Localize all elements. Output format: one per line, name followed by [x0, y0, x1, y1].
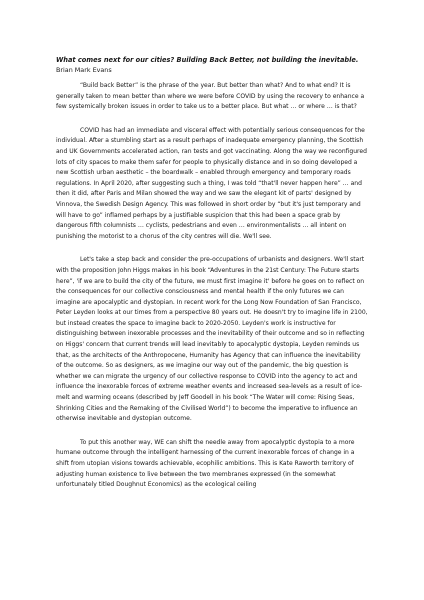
paragraph-2: COVID has had an immediate and visceral effect with potentially serious consequences for the individual. After a stumbling start as a result perhaps of inadequate emergency planning, the Scottish and UK Governments accelerated action, ran tests and got vaccinating. Along the way we reconfigured lots of city spaces to make them safer for people to physically distance and in so doing developed a new Scottish urban aesthetic – the boardwalk – enabled through emergency and temporary roads regulations. In April 2020, after suggesting such a thing, I was told “that'll never happen here” … and then it did, after Paris and Milan showed the way and we saw the elegant kit of parts' designed by Vinnova, the Swedish Design Agency. This was followed in short order by “but it's just temporary and will have to go” inflamed perhaps by a justifiable suspicion that this had been a space grab by dangerous fifth columnists … cyclists, pedestrians and even … environmentalists … all intent on punishing the motorist to a chorus of the city centres will die. We'll see. [56, 126, 367, 240]
paragraph-4: To put this another way, WE can shift the needle away from apocalyptic dystopia to a more humane outcome through the intelligent harnessing of the current inexorable forces of change in a shift from utopian visions towards achievable, ecophilic ambitions. This is Kate Raworth territory of adjusting human existence to live between the two membranes expressed (in the somewhat unfortunately titled Doughnut Economics) as the ecological ceiling [56, 438, 355, 489]
paragraph-1: “Build back Better” is the phrase of the year. But better than what? And to what end? It is generally taken to mean better than where we were before COVID by using the recovery to enhance a few systemically broken issues in order to take us to a better place. But what … or where … is that? [56, 82, 365, 111]
article-title: What comes next for our cities? Building Back Better, not building the inevitable. [56, 56, 359, 64]
author-name: Brian Mark Evans [56, 66, 112, 74]
paragraph-3: Let's take a step back and consider the pre-occupations of urbanists and designers. We'll start with the proposition John Higgs makes in his book “Adventures in the 21st Century: The Future starts here”, 'if we are to build the city of the future, we must first imagine it' before he goes on to reflect on the consequences for our collective consciousness and mental health if the only futures we can imagine are apocalyptic and dystopian. In recent work for the Long Now Foundation of San Francisco, Peter Leyden looks at our times from a perspective 80 years out. He doesn't try to imagine life in 2100, but instead creates the space to imagine back to 2020-2050. Leyden's work is instructive for distinguishing between inexorable processes and the inevitability of their outcome and so in reflecting on Higgs' concern that current trends will lead inevitably to apocalyptic dystopia, Leyden reminds us that, as the architects of the Anthropocene, Humanity has Agency that can influence the inevitability of the outcome. So as designers, as we imagine our way out of the pandemic, the big question is whether we can migrate the urgency of our collective response to COVID into the agency to act and influence the inexorable forces of extreme weather events and increased sea-levels as a result of ice-melt and warming oceans (described by Jeff Goodell in his book “The Water will come: Rising Seas, Shrinking Cities and the Remaking of the Civilised World”) to become the imperative to influence an otherwise inevitable and dystopian outcome. [56, 256, 368, 423]
